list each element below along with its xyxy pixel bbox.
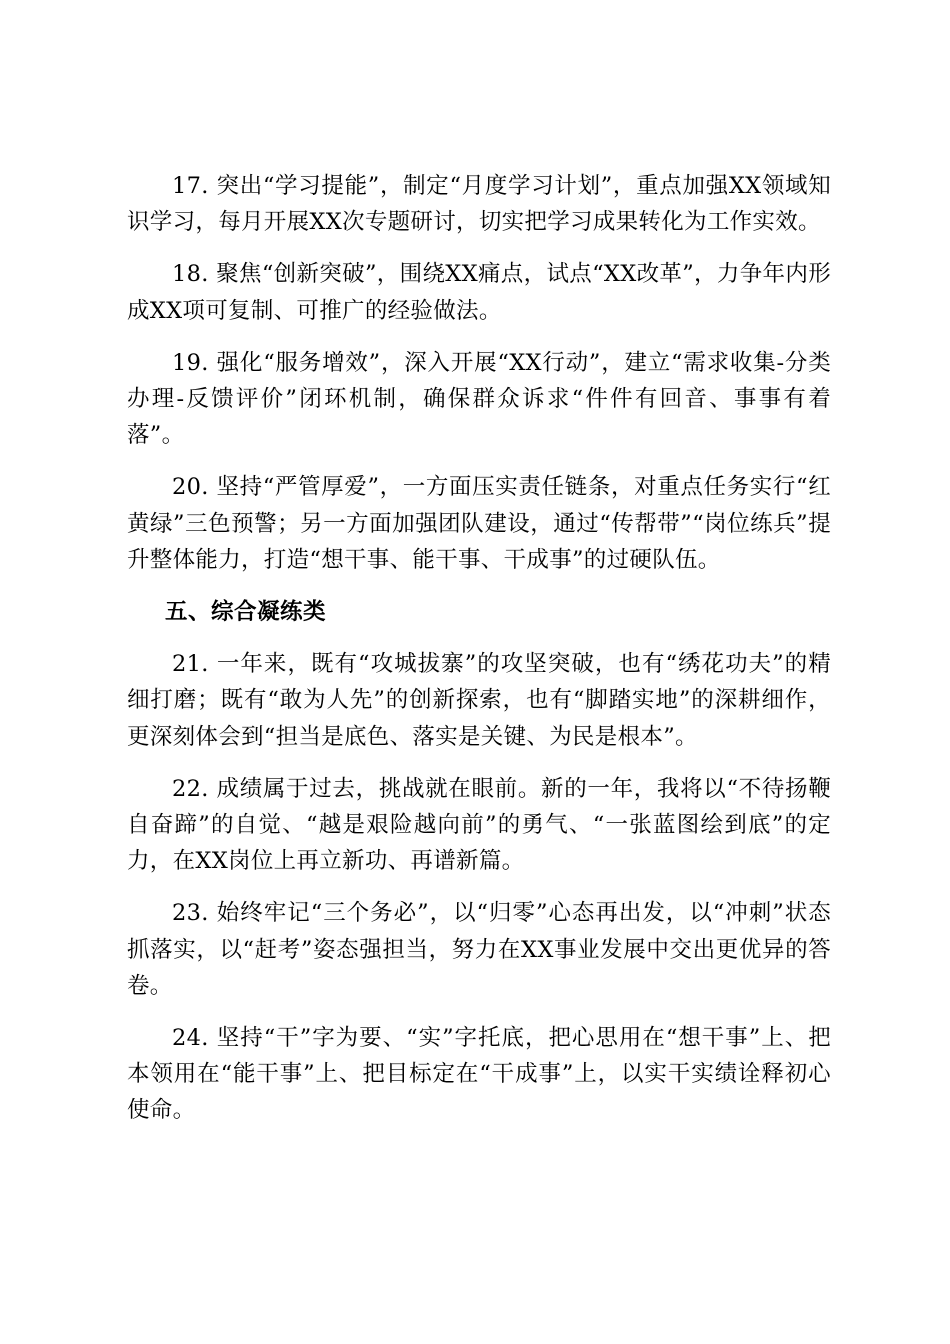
paragraph-24: 24. 坚持“干”字为要、“实”字托底，把心思用在“想干事”上、把本领用在“能干事”上、把目标定在“干成事”上，以实干实绩诠释初心使命。 bbox=[127, 1025, 831, 1124]
paragraph-22: 22. 成绩属于过去，挑战就在眼前。新的一年，我将以“不待扬鞭自奋蹄”的自觉、“越是艰险越向前”的勇气、“一张蓝图绘到底”的定力，在XX岗位上再立新功、再谱新篇。 bbox=[127, 775, 831, 875]
paragraph-19: 19. 强化“服务增效”，深入开展“XX行动”，建立“需求收集-分类办理-反馈评价”闭环机制，确保群众诉求“件件有回音、事事有着落”。 bbox=[127, 349, 831, 449]
paragraph-17: 17. 突出“学习提能”，制定“月度学习计划”，重点加强XX领域知识学习，每月开展XX次专题研讨，切实把学习成果转化为工作实效。 bbox=[127, 173, 831, 236]
section-heading: 五、综合凝练类 bbox=[165, 599, 327, 626]
paragraph-20: 20. 坚持“严管厚爱”，一方面压实责任链条，对重点任务实行“红黄绿”三色预警；另一方面加强团队建设，通过“传帮带”“岗位练兵”提升整体能力，打造“想干事、能干事、干成事”的过硬队伍。 bbox=[127, 474, 831, 573]
paragraph-23: 23. 始终牢记“三个务必”，以“归零”心态再出发，以“冲刺”状态抓落实，以“赶考”姿态强担当，努力在XX事业发展中交出更优异的答卷。 bbox=[127, 900, 831, 999]
paragraph-21: 21. 一年来，既有“攻城拔寨”的攻坚突破，也有“绣花功夫”的精细打磨；既有“敢为人先”的创新探索，也有“脚踏实地”的深耕细作，更深刻体会到“担当是底色、落实是关键、为民是根本”。 bbox=[127, 651, 831, 750]
paragraph-18: 18. 聚焦“创新突破”，围绕XX痛点，试点“XX改革”，力争年内形成XX项可复制、可推广的经验做法。 bbox=[127, 261, 831, 324]
document-page bbox=[127, 168, 831, 1129]
